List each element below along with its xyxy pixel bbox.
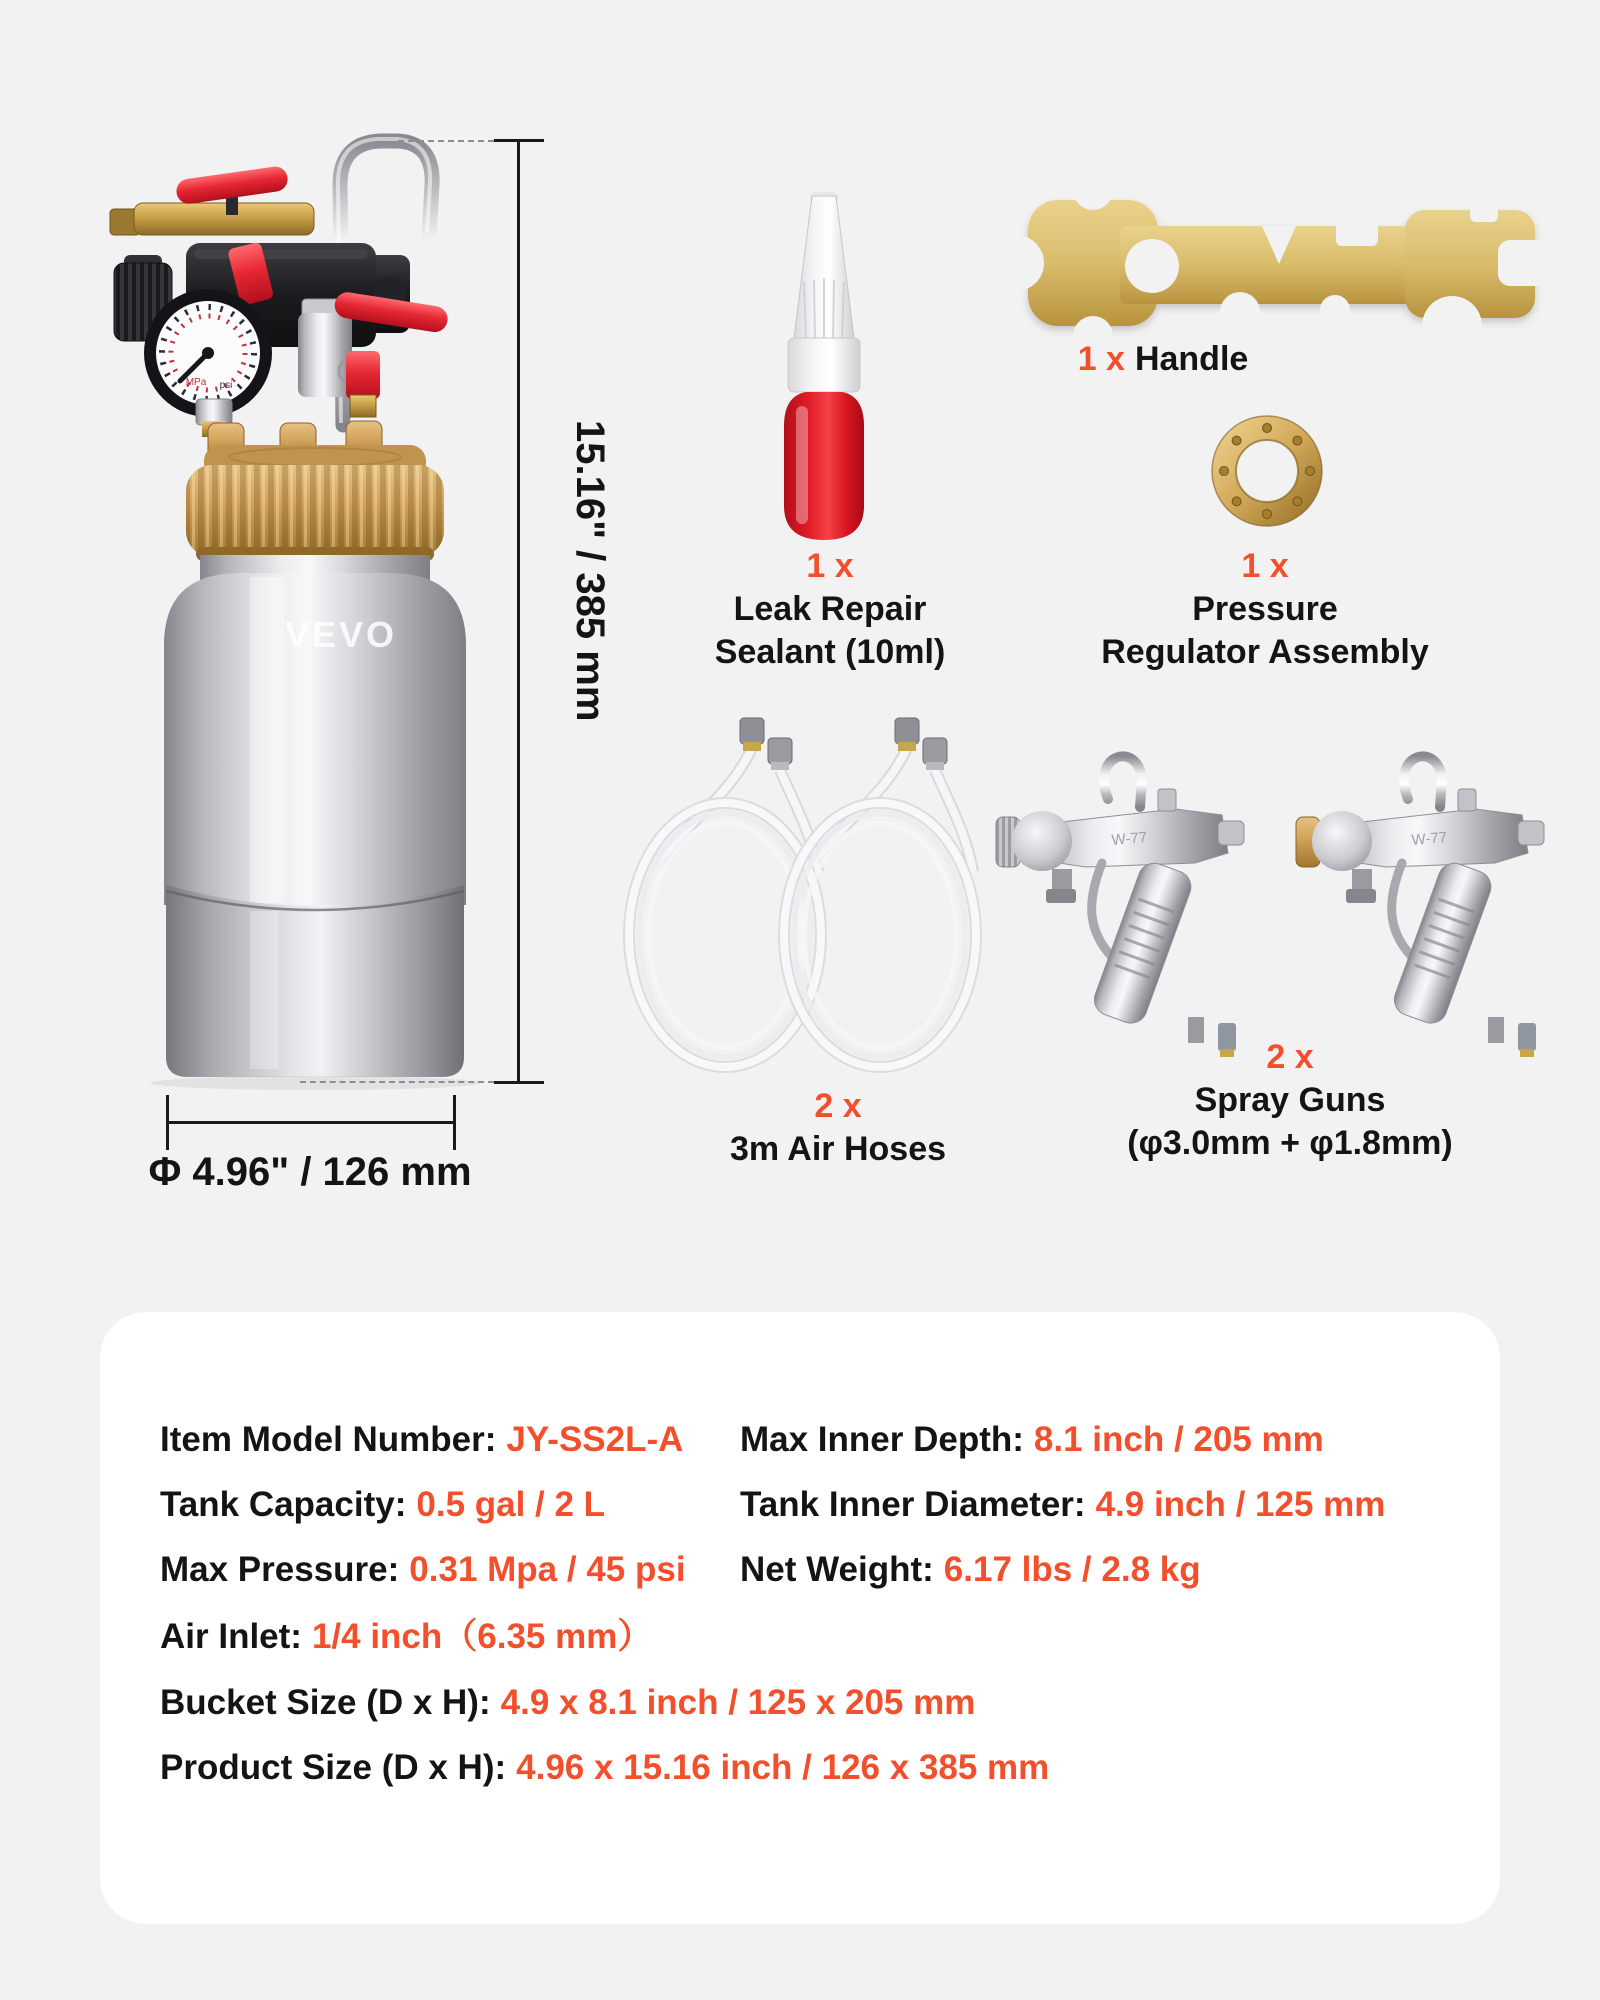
height-dim-extension-bottom: [300, 1081, 494, 1083]
spec-label: Product Size (D x H):: [160, 1748, 507, 1787]
spec-value: 4.9 inch / 125 mm: [1095, 1485, 1386, 1524]
pot-gold-lid: [186, 445, 444, 561]
pot-tank-body: [164, 555, 466, 905]
spec-row-max-inner-depth: [740, 1418, 1324, 1462]
spray-guns-qty: 2 x: [1266, 1038, 1314, 1076]
height-dimension-label: 15.16" / 385 mm: [568, 420, 612, 722]
spray-guns-name-line1: Spray Guns: [1194, 1081, 1386, 1119]
spec-value: 8.1 inch / 205 mm: [1033, 1420, 1324, 1459]
sealant-qty: 1 x: [806, 547, 854, 585]
spec-value: 0.31 Mpa / 45 psi: [409, 1550, 686, 1589]
regulator-name-line1: Pressure: [1192, 590, 1338, 628]
regulator-name-line2: Regulator Assembly: [1101, 633, 1429, 671]
diameter-dimension-label: Φ 4.96" / 126 mm: [148, 1150, 472, 1194]
spec-value: 4.9 x 8.1 inch / 125 x 205 mm: [500, 1683, 976, 1722]
spec-label: Air Inlet:: [160, 1617, 302, 1656]
height-dimension-line: [517, 140, 520, 1084]
spray-guns-label: [1090, 1036, 1490, 1165]
spec-value: 6.17 lbs / 2.8 kg: [943, 1550, 1201, 1589]
gauge-unit-psi: psi: [219, 380, 233, 391]
spec-panel: [100, 1312, 1500, 1924]
regulator-label: [1085, 545, 1445, 674]
diameter-dimension-line: [166, 1121, 456, 1124]
spec-value: 0.5 gal / 2 L: [416, 1485, 606, 1524]
air-hoses-photo: [580, 700, 1000, 1080]
spec-value: JY-SS2L-A: [506, 1420, 684, 1459]
pot-base-cup: [150, 885, 480, 1090]
handle-label: [1013, 338, 1313, 381]
spray-guns-name-line2: (φ3.0mm + φ1.8mm): [1127, 1124, 1453, 1162]
spray-gun-1-photo: [990, 735, 1290, 1075]
spray-gun-2-marking: W-77: [1410, 828, 1448, 849]
pot-chrome-block: [298, 313, 352, 397]
spec-row-bucket-size: [160, 1681, 975, 1725]
pot-air-inlet-pipe: [110, 165, 314, 235]
spec-row-product-size: [160, 1746, 1049, 1790]
spec-row-air-inlet: [160, 1615, 652, 1659]
sealant-name-line2: Sealant (10ml): [714, 633, 946, 671]
spec-label: Item Model Number:: [160, 1420, 497, 1459]
pot-brand-text: VEVO: [285, 614, 398, 655]
spec-row-pressure: [160, 1548, 686, 1592]
spec-row-tank-inner-diameter: [740, 1483, 1385, 1527]
regulator-qty: 1 x: [1241, 547, 1289, 585]
hoses-name: 3m Air Hoses: [729, 1130, 947, 1168]
spec-label: Tank Capacity:: [160, 1485, 407, 1524]
spray-gun-1-marking: W-77: [1110, 828, 1148, 849]
spec-label: Tank Inner Diameter:: [740, 1485, 1086, 1524]
hoses-qty: 2 x: [814, 1087, 862, 1125]
handle-qty: 1 x: [1077, 340, 1125, 378]
spec-row-net-weight: [740, 1548, 1201, 1592]
pressure-pot-photo: [60, 85, 530, 1090]
spec-label: Max Pressure:: [160, 1550, 400, 1589]
handle-name: Handle: [1134, 340, 1249, 378]
spec-label: Bucket Size (D x H):: [160, 1683, 491, 1722]
spec-label: Max Inner Depth:: [740, 1420, 1024, 1459]
spec-row-model: [160, 1418, 683, 1462]
sealant-label: [680, 545, 980, 674]
spray-gun-2-photo: [1290, 735, 1590, 1075]
height-dim-cap-bottom: [494, 1081, 544, 1084]
leak-repair-sealant-photo: [770, 190, 890, 550]
spec-row-capacity: [160, 1483, 605, 1527]
height-dim-extension-top: [398, 140, 494, 142]
spec-value: 1/4 inch（6.35 mm）: [311, 1617, 653, 1656]
spec-label: Net Weight:: [740, 1550, 934, 1589]
gauge-unit-mpa: MPa: [185, 377, 207, 388]
pressure-regulator-assembly-photo: [1208, 412, 1326, 530]
hoses-label: [688, 1085, 988, 1171]
sealant-name-line1: Leak Repair: [733, 590, 927, 628]
spec-value: 4.96 x 15.16 inch / 126 x 385 mm: [516, 1748, 1050, 1787]
pot-pressure-gauge: [144, 289, 272, 417]
handle-wrench-photo: [1000, 180, 1555, 350]
